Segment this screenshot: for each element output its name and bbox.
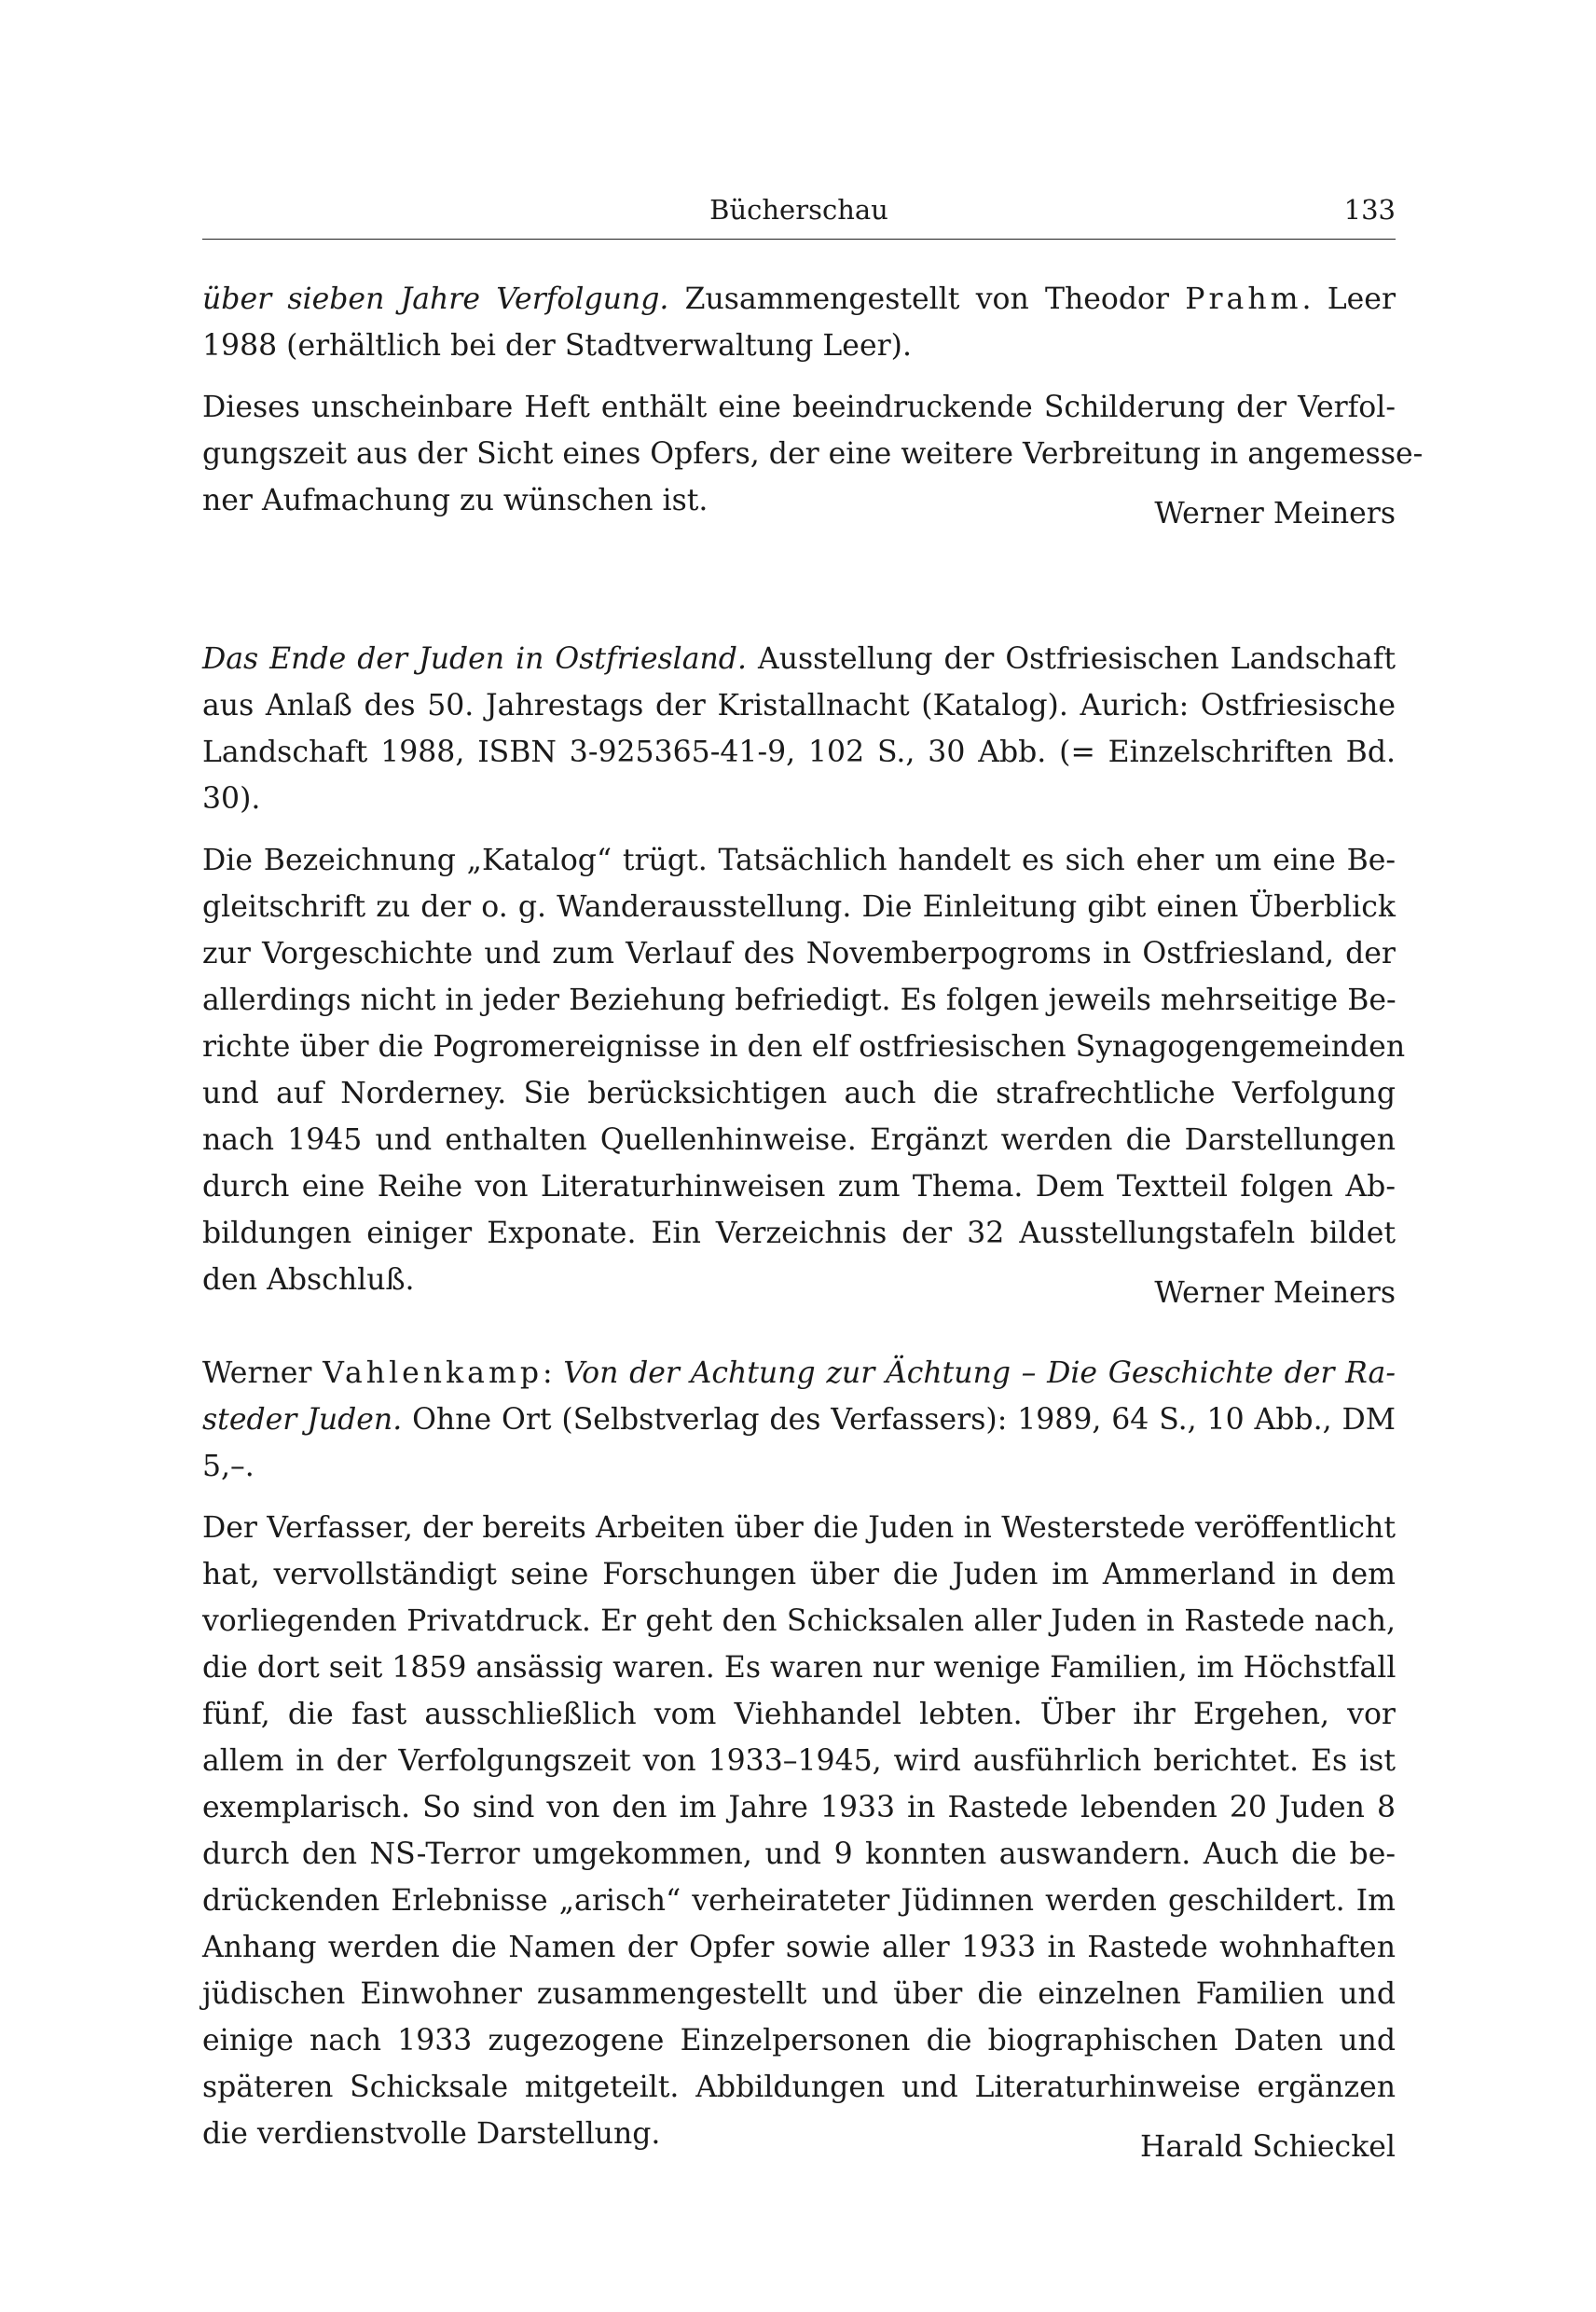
author-name: Prahm <box>1185 282 1302 316</box>
review-text-line: bildungen einiger Exponate. Ein Verzeichnis der 32 Ausstellungstafeln bildet <box>202 1217 1396 1250</box>
review-entry-2 <box>202 636 1406 1310</box>
review-closing-line <box>202 1257 1396 1310</box>
book-title: Das Ende der Juden in Ostfriesland. <box>202 642 747 676</box>
review-text-line: drückenden Erlebnisse „arisch“ verheirateter Jüdinnen werden geschildert. Im <box>202 1884 1396 1918</box>
bibliography-line: 1988 (erhältlich bei der Stadtverwaltung Leer). <box>202 329 912 363</box>
review-text-line: jüdischen Einwohner zusammengestellt und über die einzelnen Familien und <box>202 1977 1396 2011</box>
bibliography-line: Werner Vahlenkamp: Von der Achtung zur Ächtung – Die Geschichte der Ra- <box>202 1356 1396 1390</box>
review-text-line: die dort seit 1859 ansässig waren. Es waren nur wenige Familien, im Höchstfall <box>202 1651 1396 1685</box>
page-header <box>202 186 1396 242</box>
running-title: Bücherschau <box>709 194 888 226</box>
bibliography-line: 5,–. <box>202 1450 255 1483</box>
page-number: 133 <box>1343 194 1396 226</box>
reviewer-name: Werner Meiners <box>1154 1276 1396 1310</box>
review-text-line: durch den NS-Terror umgekommen, und 9 konnten auswandern. Auch die be- <box>202 1837 1396 1871</box>
book-title: über sieben Jahre Verfolgung. <box>202 282 669 316</box>
review-text-line: gleitschrift zu der o. g. Wanderausstellung. Die Einleitung gibt einen Überblick <box>202 890 1396 924</box>
bibliography-line: Das Ende der Juden in Ostfriesland. Ausstellung der Ostfriesischen Landschaft <box>202 642 1396 676</box>
review-text-line: und auf Norderney. Sie berücksichtigen auch die strafrechtliche Verfolgung <box>202 1077 1396 1110</box>
review-text-line: gungszeit aus der Sicht eines Opfers, der eine weitere Verbreitung in angemesse- <box>202 437 1424 471</box>
review-text-line: fünf, die fast ausschließlich vom Viehhandel lebten. Über ihr Ergehen, vor <box>202 1698 1396 1731</box>
review-text-line: späteren Schicksale mitgeteilt. Abbildungen und Literaturhinweise ergänzen <box>202 2071 1396 2104</box>
review-text-line: Die Bezeichnung „Katalog“ trügt. Tatsächlich handelt es sich eher um eine Be- <box>202 844 1396 877</box>
author-first-name: Werner <box>202 1356 323 1390</box>
review-text-line: nach 1945 und enthalten Quellenhinweise. Ergänzt werden die Darstellungen <box>202 1123 1396 1157</box>
review-text-line: ner Aufmachung zu wünschen ist. <box>202 484 709 517</box>
header-rule <box>202 239 1396 240</box>
review-text-line: einige nach 1933 zugezogene Einzelpersonen die biographischen Daten und <box>202 2024 1396 2057</box>
review-text-line: vorliegenden Privatdruck. Er geht den Schicksalen aller Juden in Rastede nach, <box>202 1604 1396 1638</box>
review-closing-line <box>202 2111 1396 2164</box>
bibliography-line: Landschaft 1988, ISBN 3-925365-41-9, 102 S., 30 Abb. (= Einzelschriften Bd. <box>202 736 1396 769</box>
review-text-line: Anhang werden die Namen der Opfer sowie aller 1933 in Rastede wohnhaften <box>202 1931 1396 1964</box>
review-text-line: den Abschluß. <box>202 1263 415 1297</box>
review-text-line: allerdings nicht in jeder Beziehung befriedigt. Es folgen jeweils mehrseitige Be- <box>202 984 1396 1017</box>
bibliography-line: steder Juden. Ohne Ort (Selbstverlag des Verfassers): 1989, 64 S., 10 Abb., DM <box>202 1403 1396 1437</box>
reviewer-name: Harald Schieckel <box>1139 2130 1396 2164</box>
review-text-line: Der Verfasser, der bereits Arbeiten über die Juden in Westerstede veröffentlicht <box>202 1511 1396 1545</box>
review-text-line: Dieses unscheinbare Heft enthält eine beeindruckende Schilderung der Verfol- <box>202 391 1396 424</box>
review-text-line: exemplarisch. So sind von den im Jahre 1933 in Rastede lebenden 20 Juden 8 <box>202 1791 1396 1824</box>
review-text-line: allem in der Verfolgungszeit von 1933–1945, wird ausführlich berichtet. Es ist <box>202 1744 1396 1778</box>
bibliography-line: 30). <box>202 782 261 816</box>
review-text-line: richte über die Pogromereignisse in den elf ostfriesischen Synagogengemeinden <box>202 1030 1406 1064</box>
book-title-continued: steder Juden. <box>202 1403 403 1437</box>
review-closing-line <box>202 477 1396 530</box>
bibliography-line: aus Anlaß des 50. Jahrestags der Kristallnacht (Katalog). Aurich: Ostfriesische <box>202 689 1396 722</box>
book-title: Von der Achtung zur Ächtung – Die Geschichte der Ra- <box>563 1356 1396 1390</box>
author-name: Vahlenkamp <box>323 1356 543 1390</box>
review-entry-3 <box>202 1350 1396 2164</box>
review-text-line: die verdienstvolle Darstellung. <box>202 2117 661 2151</box>
review-entry-1 <box>202 276 1424 530</box>
reviewer-name: Werner Meiners <box>1154 497 1396 530</box>
review-text-line: zur Vorgeschichte und zum Verlauf des Novemberpogroms in Ostfriesland, der <box>202 937 1396 970</box>
review-text-line: durch eine Reihe von Literaturhinweisen zum Thema. Dem Textteil folgen Ab- <box>202 1170 1396 1204</box>
bibliography-line: über sieben Jahre Verfolgung. Zusammengestellt von Theodor Prahm. Leer <box>202 282 1396 316</box>
review-text-line: hat, vervollständigt seine Forschungen über die Juden im Ammerland in dem <box>202 1558 1396 1591</box>
